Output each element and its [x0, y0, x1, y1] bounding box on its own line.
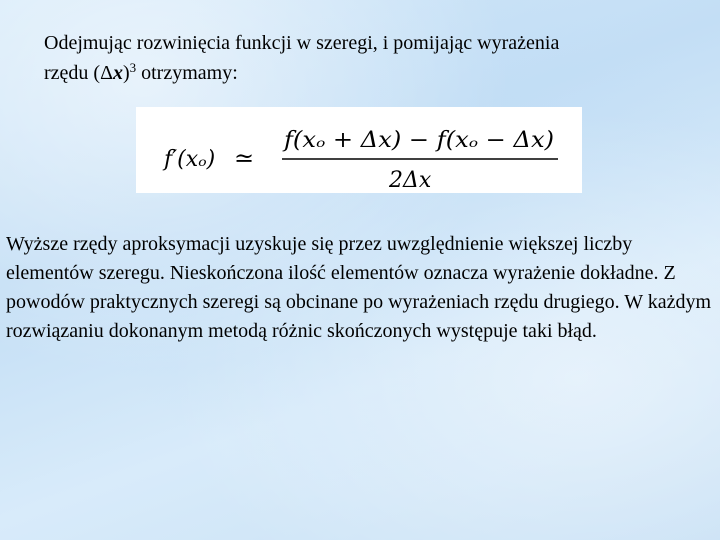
delta-symbol: Δ: [100, 62, 113, 84]
formula-numerator: f(xₒ + Δx) − f(xₒ − Δx): [281, 128, 554, 153]
formula-lhs: f′(xₒ): [164, 147, 216, 172]
formula-relation: ≃: [234, 144, 255, 172]
close-paren: ): [122, 62, 130, 84]
intro-line-2-prefix: rzędu (: [44, 62, 101, 84]
exponent: 3: [129, 60, 137, 75]
variable-x: x: [112, 62, 123, 84]
formula-image: [136, 107, 582, 193]
intro-line-1: Odejmując rozwinięcia funkcji w szeregi, i pomijając wyrażenia: [44, 32, 560, 54]
formula-denominator: 2Δx: [389, 168, 432, 193]
intro-text: [44, 28, 684, 88]
body-paragraph: Wyższe rzędy aproksymacji uzyskuje się przez uwzględnienie większej liczby elementów szeregu. Nieskończona ilość elementów oznacza wyrażenie dokładne. Z powodów praktycznych szeregi są obcinane po wyrażeniach rzędu drugiego. W każdym rozwiązaniu dokonanym metodą różnic skończonych występuje taki błąd.: [6, 233, 712, 342]
intro-line-2-suffix: otrzymamy:: [136, 62, 238, 84]
